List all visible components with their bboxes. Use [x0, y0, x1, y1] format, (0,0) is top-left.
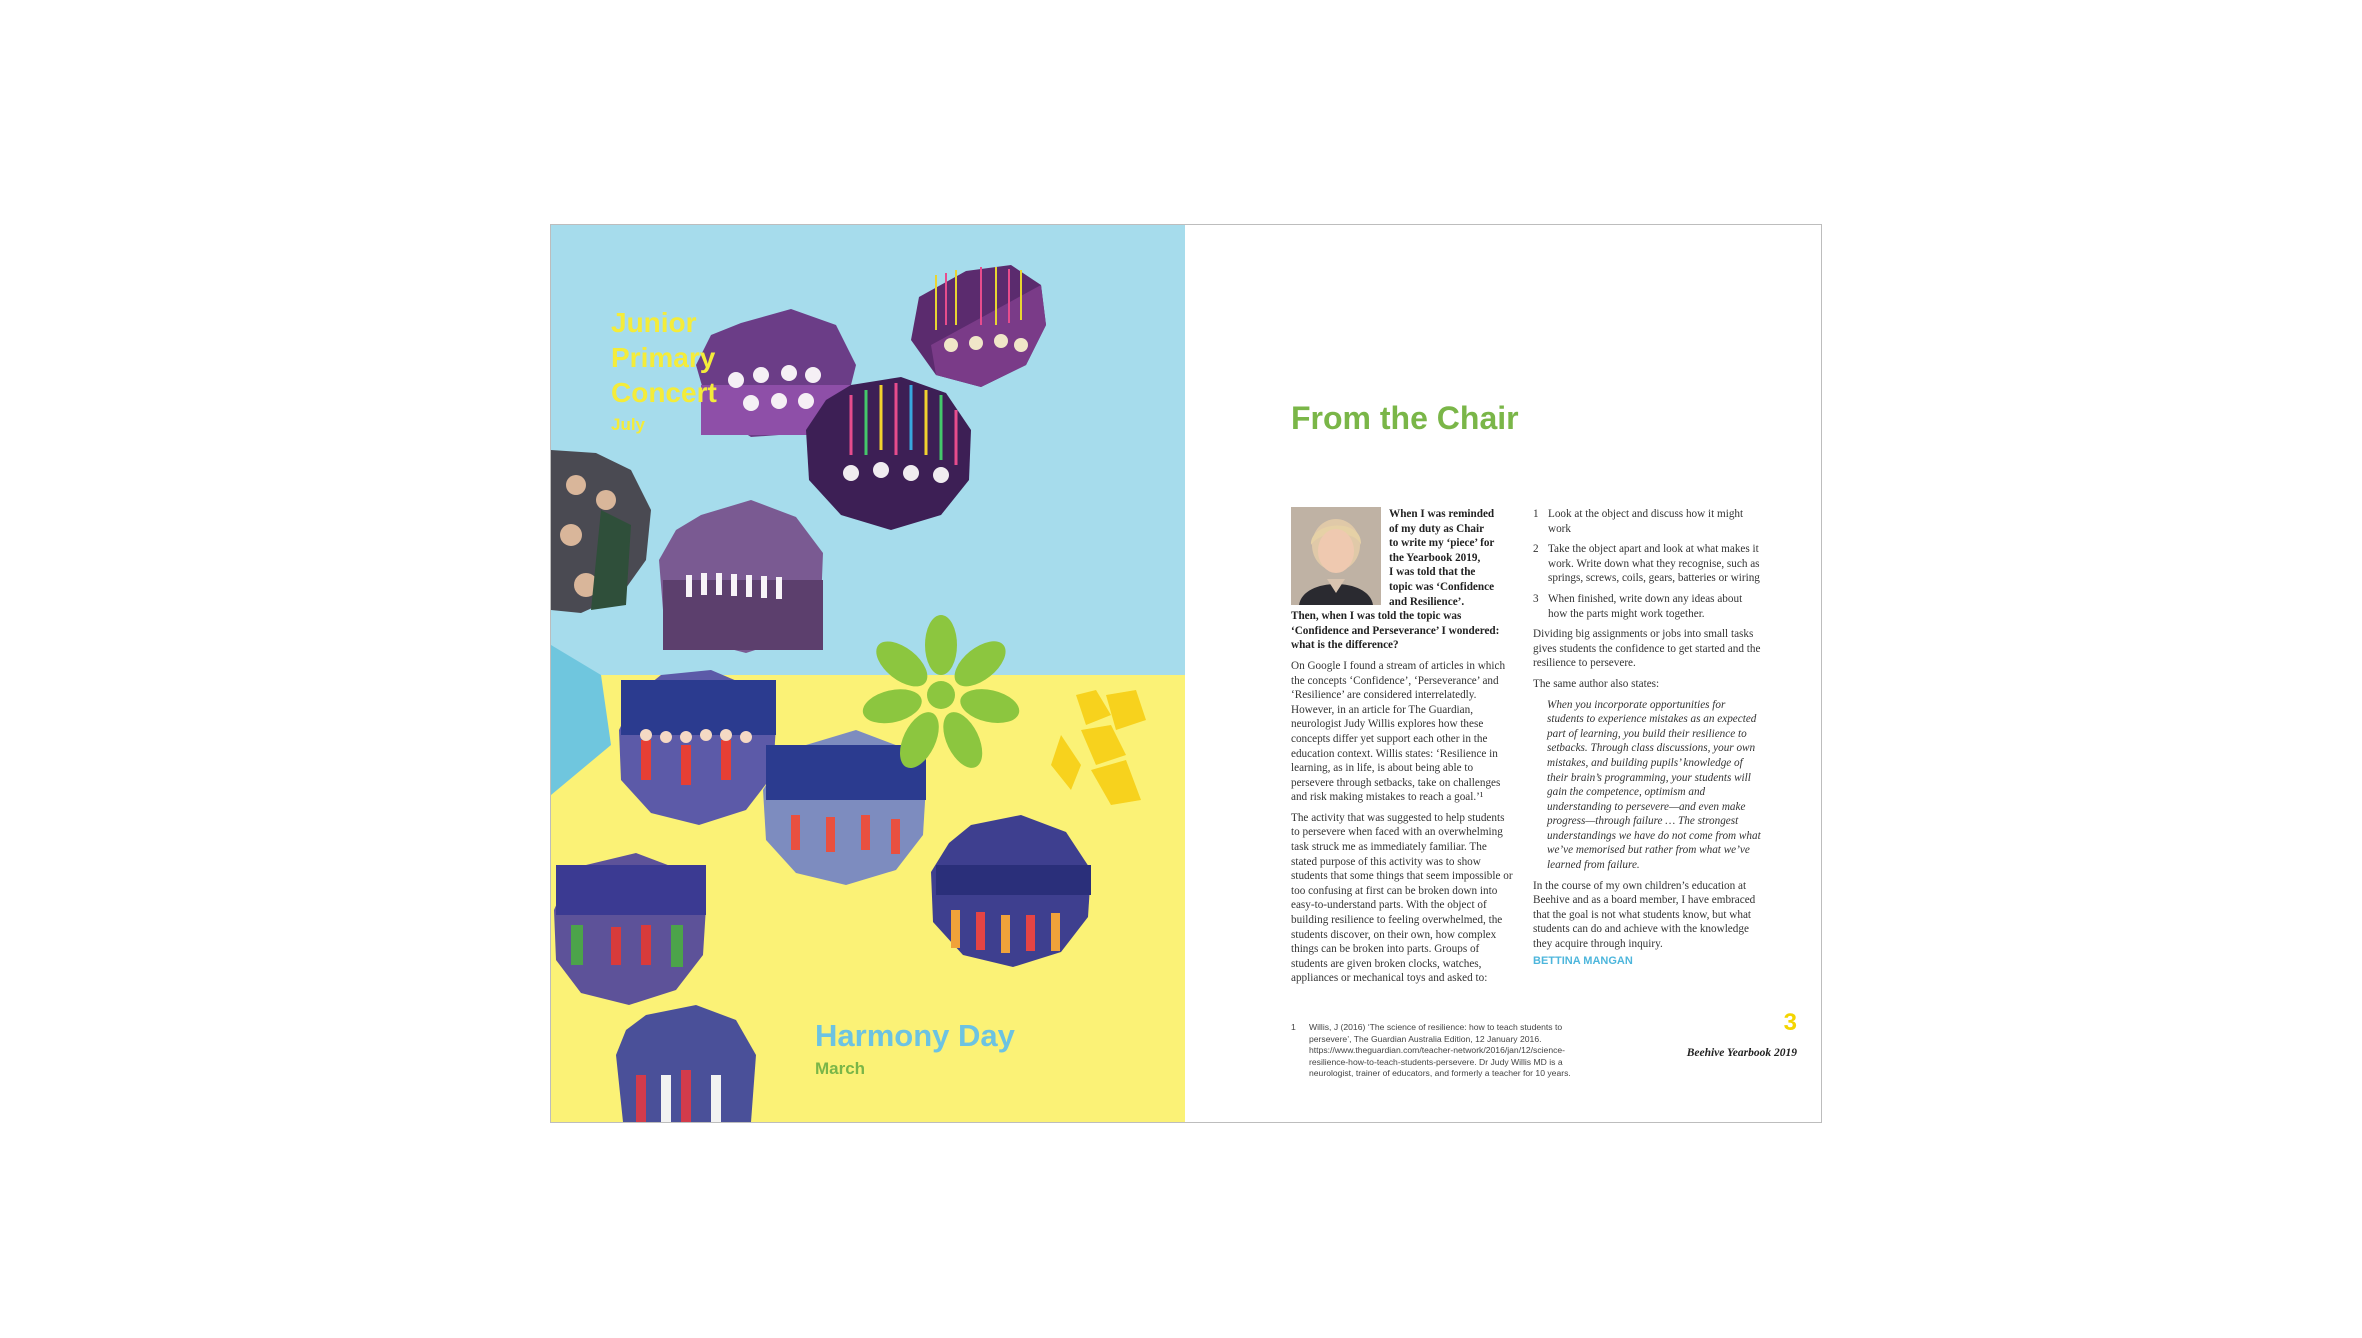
- paragraph: In the course of my own children’s education at Beehive and as a board member, I have embraced that the goal is not what students know, but what students can do and achieve with the knowledge they acquire through inquiry.: [1533, 879, 1756, 951]
- publication-name: Beehive Yearbook 2019: [1686, 1047, 1797, 1059]
- junior-concert-month: July: [611, 415, 646, 434]
- page-number: 3: [1783, 1009, 1797, 1036]
- paragraph: Dividing big assignments or jobs into small tasks gives students the confidence to get started and the resilience to persevere.: [1533, 628, 1761, 670]
- lead-continued: Then, when I was told the topic was ‘Confidence and Perseverance’ I wondered: what is the difference?: [1291, 610, 1500, 652]
- left-page: [551, 225, 1185, 1122]
- harmony-photo-5: [616, 1005, 756, 1122]
- page-title: From the Chair: [1291, 400, 1519, 436]
- list-item: 1 Look at the object and discuss how it might work: [1533, 508, 1744, 535]
- block-quote: When you incorporate opportunities for students to experience mistakes as an expected part of learning, you build their resilience to setbacks. Through class discussions, your own mistakes, and building pupils’ knowledge of their brain’s programming, your students will gain the competence, optimism and understanding to persevere—and even make progress—through failure … The strongest understandings we have do not come from what we’ve memorised but rather from what we’ve learned from failure.: [1547, 698, 1761, 872]
- article-column-2: [1533, 507, 1763, 968]
- lead-intro: When I was reminded of my duty as Chair to write my ‘piece’ for the Yearbook 2019, I was told that the topic was ‘Confidence and Resilience’.: [1389, 508, 1495, 608]
- harmony-day-month: March: [815, 1059, 866, 1078]
- list-item: 3 When finished, write down any ideas about how the parts might work together.: [1533, 592, 1743, 620]
- title-line: Primary: [611, 342, 716, 373]
- harmony-day-title: Harmony Day: [815, 1018, 1015, 1053]
- list-item: 2 Take the object apart and look at what makes it work. Write down what they recognise, such as springs, screws, coils, gears, batteries or wiring: [1533, 543, 1760, 585]
- paragraph: The same author also states:: [1533, 677, 1660, 690]
- title-line: Concert: [611, 377, 717, 408]
- author-name: BETTINA MANGAN: [1533, 954, 1633, 967]
- yearbook-spread: [550, 224, 1822, 1123]
- paragraph: The activity that was suggested to help students to persevere when faced with an overwhelming task struck me as immediately familiar. The stated purpose of this activity was to show students that some things that seem impossible or too confusing at first can be broken down into easy-to-understand parts. With the object of building resilience to feeling overwhelmed, the students discover, on their own, how complex things can be broken into parts. Groups of students are given broken clocks, watches, appliances or mechanical toys and asked to:: [1291, 811, 1513, 985]
- junior-concert-title: [611, 305, 811, 410]
- title-line: Junior: [611, 307, 697, 338]
- article-column-1: [1291, 507, 1515, 992]
- right-page: [1185, 225, 1821, 1122]
- footnote: 1 Willis, J (2016) ‘The science of resilience: how to teach students to persevere’, The Guardian Australia Edition, 12 January 2016. https://www.theguardian.com/teacher-network/2016/jan/12/science-resilience-how-to-teach-students-persevere. Dr Judy Willis MD is a neurologist, trainer of educators, and formerly a teacher for 10 years.: [1291, 1022, 1571, 1078]
- paragraph: On Google I found a stream of articles in which the concepts ‘Confidence’, ‘Perseverance’ and ‘Resilience’ are considered interrelatedly. However, in an article for The Guardian, neurologist Judy Willis explores how these concepts differ yet support each other in the education context. Willis states: ‘Resilience in learning, as in life, is about being able to persevere through setbacks, take on challenges and risk making mistakes to reach a goal.’¹: [1291, 659, 1506, 804]
